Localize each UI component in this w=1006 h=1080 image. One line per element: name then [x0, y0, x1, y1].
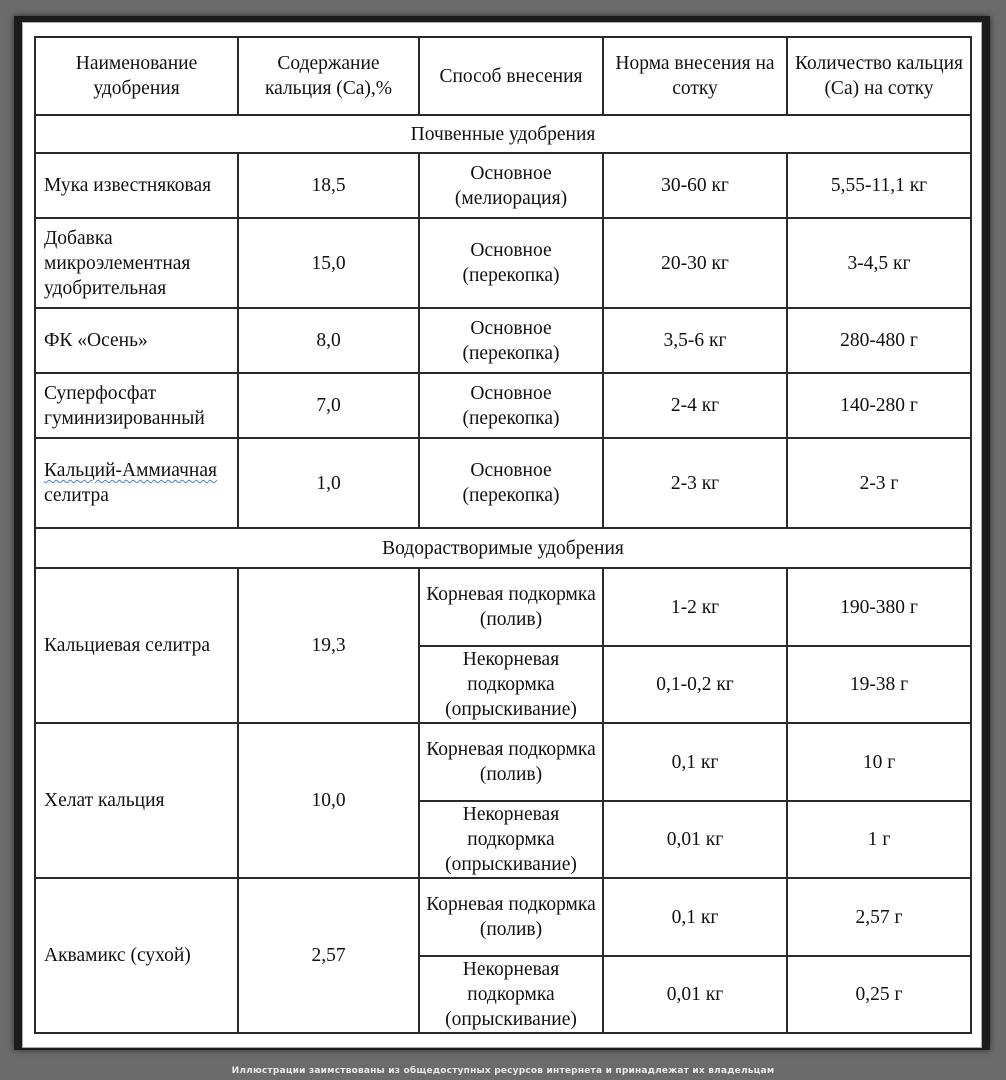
cell-name: [35, 438, 238, 528]
section-row: [35, 115, 971, 153]
cell-content: 10,0: [238, 723, 419, 878]
cell-calcium: 190-380 г: [787, 568, 971, 646]
table-row: [35, 723, 971, 801]
cell-rate: 0,1-0,2 кг: [603, 646, 787, 723]
cell-calcium: 10 г: [787, 723, 971, 801]
section-soil-title: Почвенные удобрения: [35, 115, 971, 153]
section-row: [35, 528, 971, 568]
header-content: Содержание кальция (Са),%: [238, 37, 419, 115]
cell-content: 7,0: [238, 373, 419, 438]
table-row: [35, 373, 971, 438]
cell-name: Хелат кальция: [35, 723, 238, 878]
fertilizer-table: [34, 36, 972, 1034]
cell-method: Некорневая подкормка (опрыскивание): [419, 801, 603, 878]
cell-method: Основное (перекопка): [419, 373, 603, 438]
cell-calcium: 5,55-11,1 кг: [787, 153, 971, 218]
cell-rate: 1-2 кг: [603, 568, 787, 646]
cell-method: Корневая подкормка (полив): [419, 723, 603, 801]
header-rate: Норма внесения на сотку: [603, 37, 787, 115]
cell-calcium: 2-3 г: [787, 438, 971, 528]
table-row: [35, 153, 971, 218]
cell-content: 18,5: [238, 153, 419, 218]
cell-method: Основное (перекопка): [419, 308, 603, 373]
cell-method: Корневая подкормка (полив): [419, 568, 603, 646]
cell-rate: 2-3 кг: [603, 438, 787, 528]
cell-rate: 3,5-6 кг: [603, 308, 787, 373]
cell-name: Суперфосфат гуминизированный: [35, 373, 238, 438]
cell-rate: 0,01 кг: [603, 956, 787, 1033]
header-method: Способ внесения: [419, 37, 603, 115]
table-row: [35, 878, 971, 956]
cell-method: Некорневая подкормка (опрыскивание): [419, 956, 603, 1033]
cell-method: Корневая подкормка (полив): [419, 878, 603, 956]
cell-rate: 0,1 кг: [603, 878, 787, 956]
cell-calcium: 280-480 г: [787, 308, 971, 373]
cell-name: Кальциевая селитра: [35, 568, 238, 723]
cell-name: Аквамикс (сухой): [35, 878, 238, 1033]
cell-calcium: 2,57 г: [787, 878, 971, 956]
header-calcium: Количество кальция (Са) на сотку: [787, 37, 971, 115]
cell-rate: 0,1 кг: [603, 723, 787, 801]
cell-rate: 2-4 кг: [603, 373, 787, 438]
header-name: Наименование удобрения: [35, 37, 238, 115]
table-row: [35, 438, 971, 528]
cell-method: Основное (перекопка): [419, 218, 603, 308]
table-row: [35, 218, 971, 308]
cell-method: Основное (перекопка): [419, 438, 603, 528]
cell-method: Некорневая подкормка (опрыскивание): [419, 646, 603, 723]
document-page: [22, 22, 982, 1048]
header-row: [35, 37, 971, 115]
cell-method: Основное (мелиорация): [419, 153, 603, 218]
image-caption: Иллюстрации заимствованы из общедоступных ресурсов интернета и принадлежат их владельцам: [231, 1066, 775, 1076]
cell-content: 2,57: [238, 878, 419, 1033]
cell-calcium: 140-280 г: [787, 373, 971, 438]
cell-calcium: 0,25 г: [787, 956, 971, 1033]
cell-calcium: 1 г: [787, 801, 971, 878]
name-part: селитра: [44, 485, 109, 506]
cell-name: ФК «Осень»: [35, 308, 238, 373]
cell-rate: 0,01 кг: [603, 801, 787, 878]
cell-calcium: 3-4,5 кг: [787, 218, 971, 308]
cell-rate: 20-30 кг: [603, 218, 787, 308]
cell-calcium: 19-38 г: [787, 646, 971, 723]
cell-content: 15,0: [238, 218, 419, 308]
cell-rate: 30-60 кг: [603, 153, 787, 218]
table-row: [35, 308, 971, 373]
cell-content: 19,3: [238, 568, 419, 723]
table-row: [35, 568, 971, 646]
cell-name: Добавка микроэлементная удобрительная: [35, 218, 238, 308]
name-part-wavy: Кальций-Аммиачная: [44, 460, 217, 481]
cell-content: 1,0: [238, 438, 419, 528]
cell-name: Мука известняковая: [35, 153, 238, 218]
section-water-title: Водорастворимые удобрения: [35, 528, 971, 568]
cell-content: 8,0: [238, 308, 419, 373]
